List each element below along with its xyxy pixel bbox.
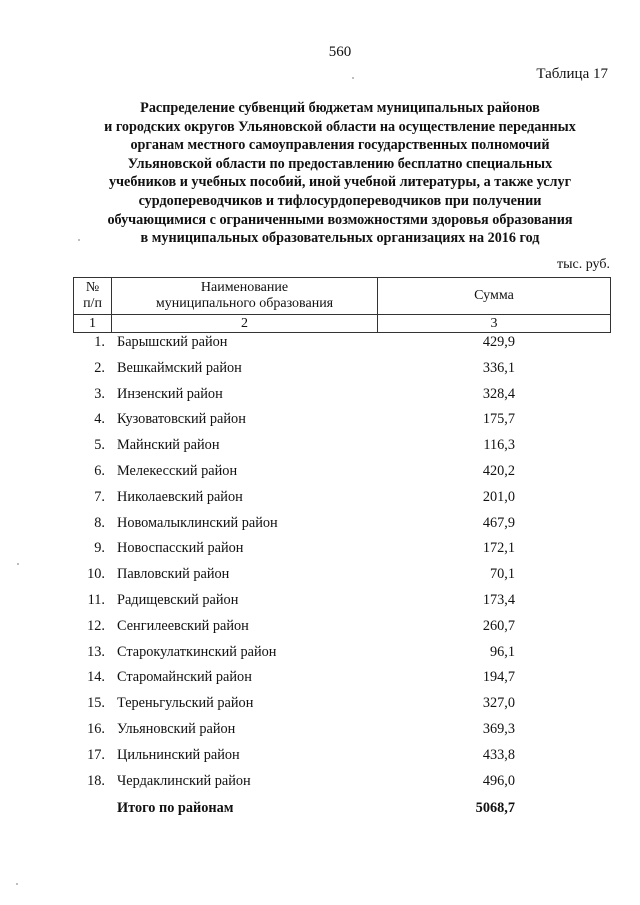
district-name: Новомалыклинский район — [117, 514, 278, 531]
amount: 116,3 — [483, 437, 515, 454]
table-row — [0, 592, 640, 618]
total-amount: 5068,7 — [475, 800, 515, 817]
district-name: Майнский район — [117, 437, 220, 454]
table-row — [0, 463, 640, 489]
column-index-1: 1 — [74, 315, 112, 333]
row-number: 3. — [94, 385, 105, 402]
amount: 429,9 — [482, 334, 515, 350]
district-name: Сенгилеевский район — [117, 617, 249, 634]
amount: 327,0 — [482, 695, 515, 712]
row-number: 10. — [87, 566, 105, 583]
district-name: Чердаклинский район — [117, 772, 251, 789]
amount: 369,3 — [482, 720, 515, 737]
row-number: 13. — [87, 643, 105, 660]
row-number: 11. — [87, 591, 105, 608]
title-line: Распределение субвенций бюджетам муниципальных районов — [140, 100, 540, 116]
amount: 336,1 — [482, 359, 515, 376]
amount: 496,0 — [482, 772, 515, 789]
district-name: Старокулаткинский район — [117, 643, 277, 660]
amount: 96,1 — [489, 643, 515, 660]
row-number: 15. — [87, 695, 105, 712]
header-name — [112, 278, 378, 315]
page-number: 560 — [328, 44, 352, 60]
row-number: 4. — [94, 411, 105, 428]
column-index-3: 3 — [378, 315, 611, 333]
title-line: учебников и учебных пособий, иной учебной литературы, а также услуг — [108, 174, 572, 191]
district-name: Новоспасский район — [117, 540, 244, 557]
table-row — [0, 747, 640, 773]
amount: 194,7 — [482, 669, 515, 686]
district-name: Кузоватовский район — [117, 411, 246, 428]
header-sum: Сумма — [378, 278, 611, 315]
district-name: Мелекесский район — [117, 462, 238, 479]
total-label: Итого по районам — [117, 800, 234, 817]
scan-speck — [352, 77, 354, 79]
title-line: в муниципальных образовательных организациях на 2016 год — [140, 230, 540, 247]
amount: 175,7 — [482, 411, 515, 428]
header-number-line2: п/п — [83, 296, 102, 311]
district-name: Цильнинский район — [117, 746, 240, 763]
header-name-line2: муниципального образования — [155, 296, 334, 311]
amount: 260,7 — [482, 617, 515, 634]
table-row — [0, 334, 640, 360]
row-number: 17. — [87, 746, 105, 763]
header-number-line1: № — [85, 280, 100, 295]
amount: 328,4 — [482, 385, 515, 402]
title-line: обучающимися с ограниченными возможностями здоровья образования — [107, 211, 573, 228]
amount: 173,4 — [482, 591, 515, 608]
header-name-line1: Наименование — [200, 280, 289, 295]
scan-speck — [17, 563, 19, 565]
row-number: 5. — [94, 437, 105, 454]
table-row — [0, 360, 640, 386]
row-number: 8. — [94, 514, 105, 531]
table-row — [0, 721, 640, 747]
row-number: 16. — [87, 720, 105, 737]
district-name: Вешкаймский район — [117, 359, 242, 376]
table-body — [0, 334, 640, 826]
row-number: 7. — [94, 488, 105, 505]
table-row — [0, 386, 640, 412]
title-line: сурдопереводчиков и тифлосурдопереводчиков при получении — [138, 192, 542, 209]
table-row — [0, 411, 640, 437]
district-name: Инзенский район — [117, 385, 223, 402]
row-number: 9. — [94, 540, 105, 557]
district-name: Старомайнский район — [117, 669, 252, 686]
row-number: 18. — [87, 772, 105, 789]
district-name: Барышский район — [117, 334, 228, 350]
scan-speck — [16, 883, 18, 885]
table-row — [0, 773, 640, 799]
row-number: 6. — [94, 462, 105, 479]
table-row — [0, 515, 640, 541]
table-label: Таблица 17 — [536, 66, 608, 82]
row-number: 12. — [87, 617, 105, 634]
district-name: Ульяновский район — [117, 720, 236, 737]
amount: 420,2 — [482, 462, 515, 479]
district-name: Радищевский район — [117, 591, 239, 608]
table-row — [0, 644, 640, 670]
table-row — [0, 566, 640, 592]
title-line: Ульяновской области по предоставлению бесплатно специальных — [127, 155, 553, 172]
row-number: 1. — [94, 334, 105, 350]
district-name: Николаевский район — [117, 488, 243, 505]
column-index-row — [74, 315, 611, 333]
column-index-2: 2 — [112, 315, 378, 333]
title-line: и городских округов Ульяновской области на осуществление переданных — [104, 118, 576, 135]
table-header — [73, 277, 611, 333]
table-row — [0, 695, 640, 721]
amount: 70,1 — [489, 566, 515, 583]
amount: 201,0 — [482, 488, 515, 505]
amount: 433,8 — [482, 746, 515, 763]
table-row — [0, 489, 640, 515]
row-number: 14. — [87, 669, 105, 686]
units-label: тыс. руб. — [557, 257, 610, 272]
table-row — [0, 437, 640, 463]
title-line: органам местного самоуправления государственных полномочий — [130, 137, 550, 154]
header-row — [74, 278, 611, 315]
table-row — [0, 618, 640, 644]
district-name: Павловский район — [117, 566, 230, 583]
amount: 172,1 — [482, 540, 515, 557]
row-number: 2. — [94, 359, 105, 376]
amount: 467,9 — [482, 514, 515, 531]
district-name: Тереньгульский район — [117, 695, 254, 712]
document-title — [70, 99, 610, 248]
table-row — [0, 669, 640, 695]
header-number — [74, 278, 112, 315]
table-row — [0, 540, 640, 566]
total-row — [0, 800, 640, 826]
scan-speck — [78, 239, 80, 241]
